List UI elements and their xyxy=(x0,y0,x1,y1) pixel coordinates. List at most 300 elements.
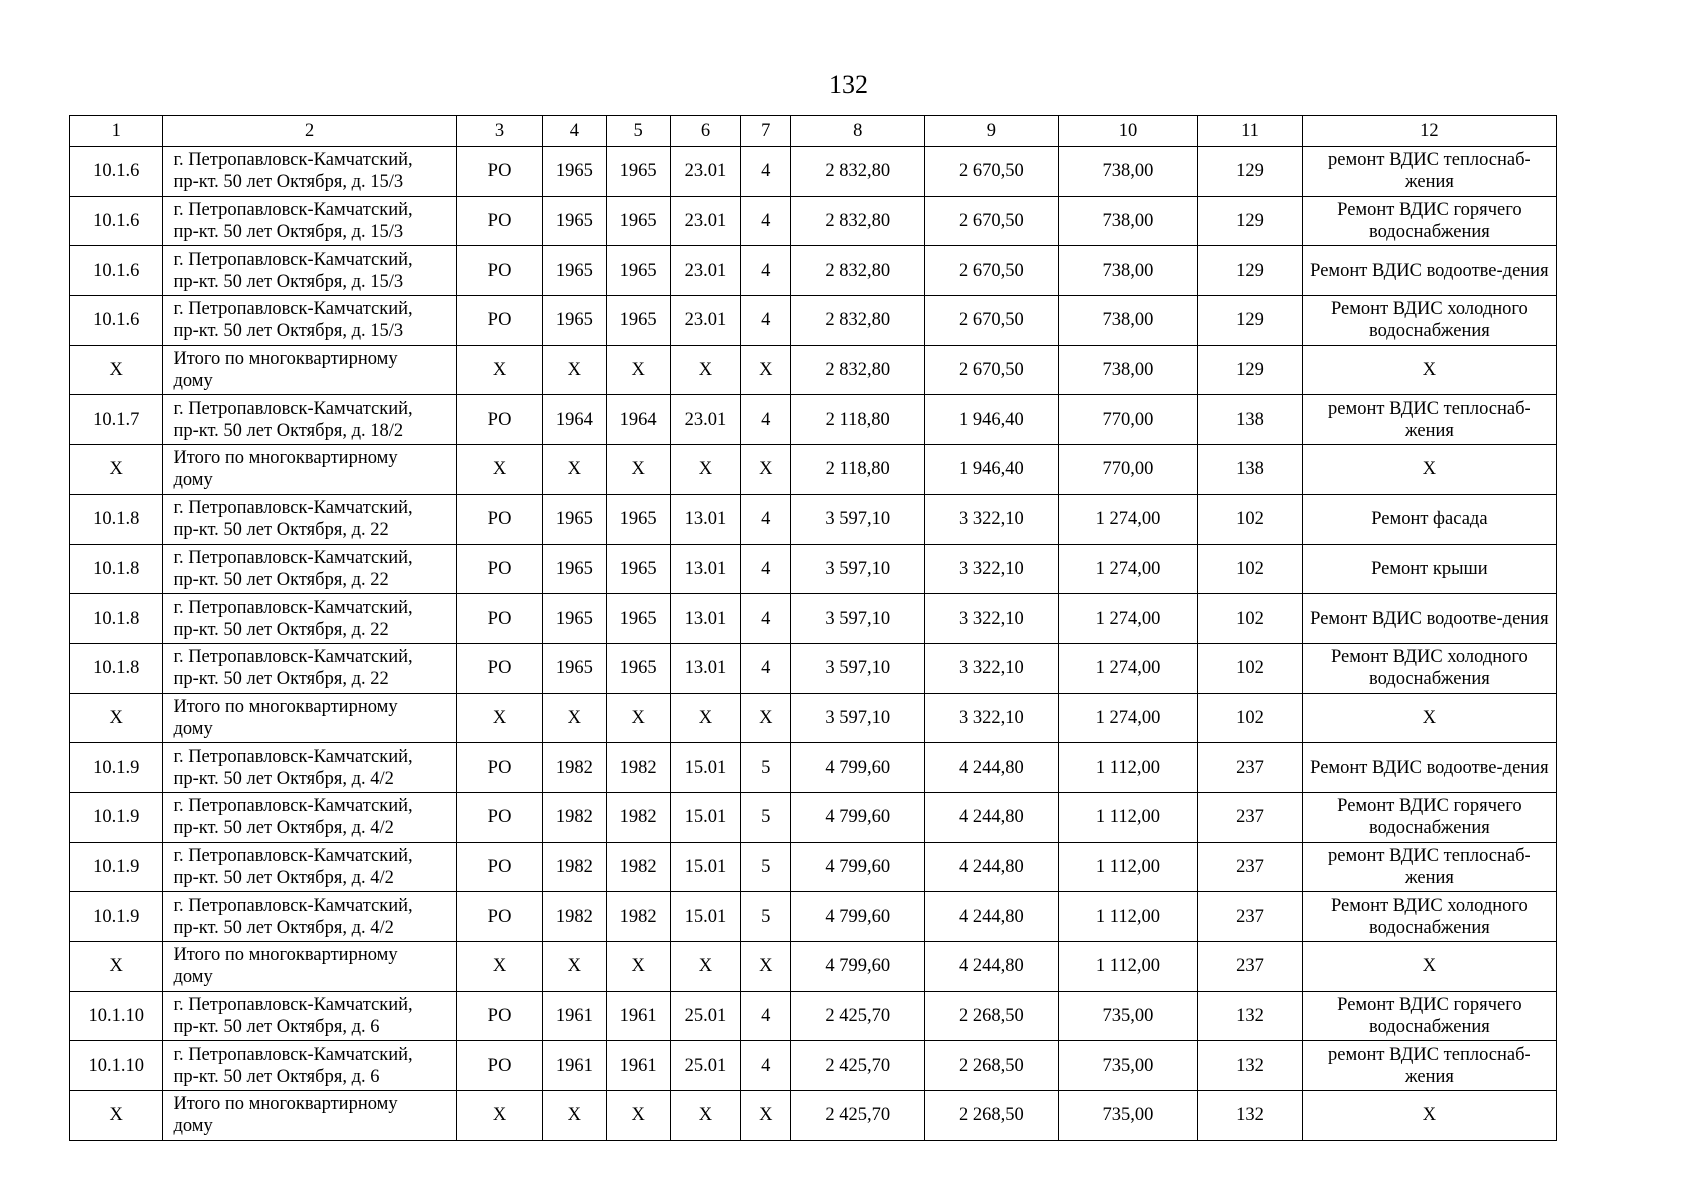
floors-cell: 4 xyxy=(741,544,791,594)
commission-year-cell: 1965 xyxy=(606,643,670,693)
nonresidential-area-cell: 1 112,00 xyxy=(1058,842,1198,892)
nonresidential-area-cell: 1 274,00 xyxy=(1058,594,1198,644)
table-row xyxy=(70,196,1557,246)
address-line-2: пр-кт. 50 лет Октября, д. 6 xyxy=(173,1066,380,1087)
build-year-cell: X xyxy=(543,942,606,992)
residents-cell: 129 xyxy=(1198,296,1302,346)
wall-material-cell: X xyxy=(670,445,740,495)
table-row xyxy=(70,892,1557,942)
work-description-cell: Ремонт ВДИС горячего водоснабжения xyxy=(1302,792,1556,842)
commission-year-cell: X xyxy=(606,1091,670,1141)
item-number-cell: 10.1.9 xyxy=(70,792,163,842)
nonresidential-area-cell: 1 274,00 xyxy=(1058,643,1198,693)
address-line-1: Итого по многоквартирному xyxy=(173,448,398,469)
wall-material-cell: 15.01 xyxy=(670,842,740,892)
table-row xyxy=(70,246,1557,296)
table-row xyxy=(70,1041,1557,1091)
address-cell xyxy=(163,594,456,644)
commission-year-cell: X xyxy=(606,942,670,992)
build-year-cell: 1965 xyxy=(543,296,606,346)
floors-cell: 4 xyxy=(741,196,791,246)
residents-cell: 102 xyxy=(1198,594,1302,644)
commission-year-cell: 1964 xyxy=(606,395,670,445)
floors-cell: 5 xyxy=(741,792,791,842)
address-line-1: Итого по многоквартирному xyxy=(173,349,398,370)
address-line-1: г. Петропавловск-Камчатский, xyxy=(173,200,413,221)
address-cell xyxy=(163,345,456,395)
work-type-cell: РО xyxy=(456,196,542,246)
commission-year-cell: 1965 xyxy=(606,494,670,544)
work-description-cell: ремонт ВДИС теплоснаб-жения xyxy=(1302,842,1556,892)
commission-year-cell: 1965 xyxy=(606,296,670,346)
residential-area-cell: 3 322,10 xyxy=(925,494,1059,544)
table-header xyxy=(70,116,1557,147)
nonresidential-area-cell: 770,00 xyxy=(1058,395,1198,445)
address-line-1: г. Петропавловск-Камчатский, xyxy=(173,746,413,767)
address-line-2: пр-кт. 50 лет Октября, д. 15/3 xyxy=(173,271,404,292)
residential-area-cell: 2 670,50 xyxy=(925,246,1059,296)
floors-cell: 4 xyxy=(741,594,791,644)
wall-material-cell: 23.01 xyxy=(670,395,740,445)
table-row xyxy=(70,147,1557,197)
build-year-cell: X xyxy=(543,345,606,395)
address-line-2: пр-кт. 50 лет Октября, д. 4/2 xyxy=(173,917,394,938)
residential-area-cell: 3 322,10 xyxy=(925,693,1059,743)
total-area-cell: 2 118,80 xyxy=(791,395,925,445)
table-row xyxy=(70,643,1557,693)
build-year-cell: 1961 xyxy=(543,991,606,1041)
column-number-5: 5 xyxy=(606,116,670,147)
address-line-1: Итого по многоквартирному xyxy=(173,945,398,966)
wall-material-cell: 13.01 xyxy=(670,594,740,644)
commission-year-cell: 1965 xyxy=(606,246,670,296)
build-year-cell: 1982 xyxy=(543,842,606,892)
column-number-4: 4 xyxy=(543,116,606,147)
work-description-cell: X xyxy=(1302,345,1556,395)
address-line-2: пр-кт. 50 лет Октября, д. 18/2 xyxy=(173,420,404,441)
total-area-cell: 3 597,10 xyxy=(791,494,925,544)
address-line-1: г. Петропавловск-Камчатский, xyxy=(173,895,413,916)
wall-material-cell: 13.01 xyxy=(670,643,740,693)
nonresidential-area-cell: 1 112,00 xyxy=(1058,743,1198,793)
residents-cell: 237 xyxy=(1198,842,1302,892)
item-number-cell: 10.1.6 xyxy=(70,246,163,296)
residential-area-cell: 2 268,50 xyxy=(925,1041,1059,1091)
total-area-cell: 2 832,80 xyxy=(791,345,925,395)
work-type-cell: РО xyxy=(456,792,542,842)
residents-cell: 237 xyxy=(1198,792,1302,842)
total-area-cell: 2 832,80 xyxy=(791,296,925,346)
header-row xyxy=(70,116,1557,147)
residential-area-cell: 4 244,80 xyxy=(925,942,1059,992)
item-number-cell: X xyxy=(70,345,163,395)
residential-area-cell: 2 670,50 xyxy=(925,196,1059,246)
address-cell xyxy=(163,991,456,1041)
build-year-cell: 1965 xyxy=(543,643,606,693)
work-type-cell: X xyxy=(456,942,542,992)
total-area-cell: 4 799,60 xyxy=(791,842,925,892)
wall-material-cell: 15.01 xyxy=(670,743,740,793)
address-line-1: Итого по многоквартирному xyxy=(173,696,398,717)
nonresidential-area-cell: 738,00 xyxy=(1058,345,1198,395)
residential-area-cell: 2 268,50 xyxy=(925,1091,1059,1141)
address-line-2: пр-кт. 50 лет Октября, д. 22 xyxy=(173,619,389,640)
work-type-cell: РО xyxy=(456,743,542,793)
column-number-1: 1 xyxy=(70,116,163,147)
item-number-cell: 10.1.10 xyxy=(70,991,163,1041)
build-year-cell: 1965 xyxy=(543,494,606,544)
address-line-1: г. Петропавловск-Камчатский, xyxy=(173,796,413,817)
commission-year-cell: 1982 xyxy=(606,842,670,892)
address-cell xyxy=(163,842,456,892)
total-area-cell: 3 597,10 xyxy=(791,693,925,743)
nonresidential-area-cell: 1 112,00 xyxy=(1058,942,1198,992)
address-line-1: г. Петропавловск-Камчатский, xyxy=(173,597,413,618)
floors-cell: X xyxy=(741,445,791,495)
residents-cell: 138 xyxy=(1198,445,1302,495)
nonresidential-area-cell: 738,00 xyxy=(1058,196,1198,246)
wall-material-cell: 23.01 xyxy=(670,246,740,296)
work-description-cell: Ремонт ВДИС водоотве-дения xyxy=(1302,594,1556,644)
address-line-2: пр-кт. 50 лет Октября, д. 6 xyxy=(173,1017,380,1038)
nonresidential-area-cell: 735,00 xyxy=(1058,991,1198,1041)
table-row xyxy=(70,693,1557,743)
work-type-cell: X xyxy=(456,693,542,743)
column-number-10: 10 xyxy=(1058,116,1198,147)
item-number-cell: 10.1.8 xyxy=(70,544,163,594)
work-description-cell: Ремонт ВДИС холодного водоснабжения xyxy=(1302,892,1556,942)
residential-area-cell: 1 946,40 xyxy=(925,445,1059,495)
total-area-cell: 4 799,60 xyxy=(791,792,925,842)
address-cell xyxy=(163,246,456,296)
wall-material-cell: 23.01 xyxy=(670,196,740,246)
table-row xyxy=(70,395,1557,445)
work-description-cell: ремонт ВДИС теплоснаб-жения xyxy=(1302,1041,1556,1091)
build-year-cell: 1965 xyxy=(543,246,606,296)
floors-cell: 5 xyxy=(741,842,791,892)
residents-cell: 129 xyxy=(1198,147,1302,197)
address-line-1: г. Петропавловск-Камчатский, xyxy=(173,299,413,320)
total-area-cell: 2 832,80 xyxy=(791,147,925,197)
build-year-cell: 1965 xyxy=(543,147,606,197)
address-line-2: пр-кт. 50 лет Октября, д. 22 xyxy=(173,669,389,690)
total-area-cell: 2 425,70 xyxy=(791,1091,925,1141)
wall-material-cell: 15.01 xyxy=(670,792,740,842)
item-number-cell: X xyxy=(70,693,163,743)
residents-cell: 132 xyxy=(1198,1091,1302,1141)
residents-cell: 102 xyxy=(1198,693,1302,743)
residents-cell: 129 xyxy=(1198,345,1302,395)
commission-year-cell: 1965 xyxy=(606,594,670,644)
floors-cell: X xyxy=(741,345,791,395)
item-number-cell: 10.1.8 xyxy=(70,494,163,544)
work-type-cell: РО xyxy=(456,643,542,693)
build-year-cell: X xyxy=(543,445,606,495)
total-area-cell: 2 832,80 xyxy=(791,246,925,296)
commission-year-cell: 1982 xyxy=(606,892,670,942)
nonresidential-area-cell: 1 112,00 xyxy=(1058,792,1198,842)
address-line-1: г. Петропавловск-Камчатский, xyxy=(173,547,413,568)
column-number-6: 6 xyxy=(670,116,740,147)
table-row xyxy=(70,296,1557,346)
column-number-7: 7 xyxy=(741,116,791,147)
address-cell xyxy=(163,196,456,246)
nonresidential-area-cell: 738,00 xyxy=(1058,296,1198,346)
commission-year-cell: 1982 xyxy=(606,743,670,793)
item-number-cell: 10.1.7 xyxy=(70,395,163,445)
work-type-cell: X xyxy=(456,445,542,495)
nonresidential-area-cell: 738,00 xyxy=(1058,147,1198,197)
floors-cell: 4 xyxy=(741,246,791,296)
work-type-cell: X xyxy=(456,1091,542,1141)
table-row xyxy=(70,942,1557,992)
column-number-11: 11 xyxy=(1198,116,1302,147)
address-line-1: г. Петропавловск-Камчатский, xyxy=(173,845,413,866)
work-type-cell: РО xyxy=(456,892,542,942)
address-cell xyxy=(163,544,456,594)
floors-cell: X xyxy=(741,693,791,743)
address-cell xyxy=(163,296,456,346)
table-row xyxy=(70,842,1557,892)
commission-year-cell: X xyxy=(606,693,670,743)
residents-cell: 237 xyxy=(1198,743,1302,793)
table-row xyxy=(70,345,1557,395)
residents-cell: 237 xyxy=(1198,892,1302,942)
work-type-cell: РО xyxy=(456,1041,542,1091)
wall-material-cell: X xyxy=(670,1091,740,1141)
address-line-2: пр-кт. 50 лет Октября, д. 15/3 xyxy=(173,321,404,342)
item-number-cell: 10.1.9 xyxy=(70,743,163,793)
residential-area-cell: 4 244,80 xyxy=(925,842,1059,892)
commission-year-cell: X xyxy=(606,345,670,395)
address-cell xyxy=(163,395,456,445)
residents-cell: 132 xyxy=(1198,991,1302,1041)
address-line-2: пр-кт. 50 лет Октября, д. 15/3 xyxy=(173,172,404,193)
address-line-1: г. Петропавловск-Камчатский, xyxy=(173,249,413,270)
address-line-2: пр-кт. 50 лет Октября, д. 4/2 xyxy=(173,818,394,839)
work-description-cell: X xyxy=(1302,693,1556,743)
nonresidential-area-cell: 1 274,00 xyxy=(1058,544,1198,594)
total-area-cell: 2 118,80 xyxy=(791,445,925,495)
residents-cell: 138 xyxy=(1198,395,1302,445)
residents-cell: 129 xyxy=(1198,196,1302,246)
nonresidential-area-cell: 735,00 xyxy=(1058,1041,1198,1091)
wall-material-cell: 13.01 xyxy=(670,494,740,544)
wall-material-cell: 13.01 xyxy=(670,544,740,594)
work-type-cell: РО xyxy=(456,147,542,197)
repair-register-table xyxy=(69,115,1557,1141)
address-line-2: дому xyxy=(173,718,213,739)
work-type-cell: РО xyxy=(456,594,542,644)
work-description-cell: X xyxy=(1302,445,1556,495)
table-row xyxy=(70,743,1557,793)
build-year-cell: 1965 xyxy=(543,594,606,644)
address-cell xyxy=(163,494,456,544)
address-line-1: г. Петропавловск-Камчатский, xyxy=(173,398,413,419)
address-line-1: Итого по многоквартирному xyxy=(173,1094,398,1115)
work-description-cell: Ремонт ВДИС водоотве-дения xyxy=(1302,743,1556,793)
residential-area-cell: 3 322,10 xyxy=(925,544,1059,594)
work-type-cell: РО xyxy=(456,544,542,594)
build-year-cell: 1965 xyxy=(543,544,606,594)
floors-cell: X xyxy=(741,1091,791,1141)
address-line-2: пр-кт. 50 лет Октября, д. 15/3 xyxy=(173,222,404,243)
address-line-1: г. Петропавловск-Камчатский, xyxy=(173,150,413,171)
work-description-cell: Ремонт ВДИС холодного водоснабжения xyxy=(1302,643,1556,693)
address-cell xyxy=(163,743,456,793)
nonresidential-area-cell: 738,00 xyxy=(1058,246,1198,296)
wall-material-cell: 25.01 xyxy=(670,991,740,1041)
work-description-cell: X xyxy=(1302,1091,1556,1141)
item-number-cell: 10.1.9 xyxy=(70,892,163,942)
column-number-9: 9 xyxy=(925,116,1059,147)
wall-material-cell: 15.01 xyxy=(670,892,740,942)
table-row xyxy=(70,594,1557,644)
residential-area-cell: 2 670,50 xyxy=(925,296,1059,346)
column-number-8: 8 xyxy=(791,116,925,147)
total-area-cell: 2 425,70 xyxy=(791,991,925,1041)
item-number-cell: 10.1.8 xyxy=(70,594,163,644)
wall-material-cell: 23.01 xyxy=(670,147,740,197)
item-number-cell: X xyxy=(70,1091,163,1141)
residential-area-cell: 4 244,80 xyxy=(925,743,1059,793)
build-year-cell: X xyxy=(543,1091,606,1141)
build-year-cell: 1961 xyxy=(543,1041,606,1091)
floors-cell: 5 xyxy=(741,892,791,942)
table-row xyxy=(70,494,1557,544)
total-area-cell: 3 597,10 xyxy=(791,544,925,594)
table-row xyxy=(70,991,1557,1041)
address-line-2: дому xyxy=(173,1116,213,1137)
address-line-2: пр-кт. 50 лет Октября, д. 22 xyxy=(173,569,389,590)
item-number-cell: 10.1.8 xyxy=(70,643,163,693)
commission-year-cell: 1961 xyxy=(606,991,670,1041)
wall-material-cell: X xyxy=(670,693,740,743)
work-type-cell: X xyxy=(456,345,542,395)
address-line-2: пр-кт. 50 лет Октября, д. 4/2 xyxy=(173,768,394,789)
residential-area-cell: 1 946,40 xyxy=(925,395,1059,445)
work-type-cell: РО xyxy=(456,842,542,892)
address-cell xyxy=(163,1041,456,1091)
floors-cell: 4 xyxy=(741,643,791,693)
wall-material-cell: X xyxy=(670,345,740,395)
commission-year-cell: 1965 xyxy=(606,196,670,246)
address-cell xyxy=(163,693,456,743)
work-description-cell: Ремонт фасада xyxy=(1302,494,1556,544)
floors-cell: 4 xyxy=(741,147,791,197)
item-number-cell: 10.1.6 xyxy=(70,147,163,197)
total-area-cell: 4 799,60 xyxy=(791,743,925,793)
work-description-cell: Ремонт ВДИС водоотве-дения xyxy=(1302,246,1556,296)
address-line-2: дому xyxy=(173,967,213,988)
nonresidential-area-cell: 735,00 xyxy=(1058,1091,1198,1141)
floors-cell: 4 xyxy=(741,1041,791,1091)
commission-year-cell: 1965 xyxy=(606,147,670,197)
nonresidential-area-cell: 1 112,00 xyxy=(1058,892,1198,942)
commission-year-cell: 1982 xyxy=(606,792,670,842)
address-cell xyxy=(163,942,456,992)
residents-cell: 102 xyxy=(1198,494,1302,544)
address-line-2: пр-кт. 50 лет Октября, д. 22 xyxy=(173,520,389,541)
commission-year-cell: 1965 xyxy=(606,544,670,594)
residents-cell: 132 xyxy=(1198,1041,1302,1091)
work-description-cell: ремонт ВДИС теплоснаб-жения xyxy=(1302,147,1556,197)
total-area-cell: 4 799,60 xyxy=(791,942,925,992)
total-area-cell: 2 425,70 xyxy=(791,1041,925,1091)
work-type-cell: РО xyxy=(456,246,542,296)
build-year-cell: 1982 xyxy=(543,892,606,942)
work-type-cell: РО xyxy=(456,494,542,544)
page-number: 132 xyxy=(829,70,868,99)
residents-cell: 129 xyxy=(1198,246,1302,296)
work-type-cell: РО xyxy=(456,395,542,445)
address-cell xyxy=(163,643,456,693)
build-year-cell: X xyxy=(543,693,606,743)
residential-area-cell: 2 670,50 xyxy=(925,345,1059,395)
address-line-1: г. Петропавловск-Камчатский, xyxy=(173,647,413,668)
build-year-cell: 1964 xyxy=(543,395,606,445)
residential-area-cell: 4 244,80 xyxy=(925,892,1059,942)
residential-area-cell: 2 670,50 xyxy=(925,147,1059,197)
nonresidential-area-cell: 1 274,00 xyxy=(1058,693,1198,743)
commission-year-cell: 1961 xyxy=(606,1041,670,1091)
wall-material-cell: X xyxy=(670,942,740,992)
residents-cell: 102 xyxy=(1198,643,1302,693)
floors-cell: 4 xyxy=(741,494,791,544)
work-description-cell: Ремонт ВДИС горячего водоснабжения xyxy=(1302,196,1556,246)
residents-cell: 237 xyxy=(1198,942,1302,992)
address-cell xyxy=(163,147,456,197)
item-number-cell: X xyxy=(70,942,163,992)
address-cell xyxy=(163,445,456,495)
address-line-2: пр-кт. 50 лет Октября, д. 4/2 xyxy=(173,867,394,888)
address-cell xyxy=(163,1091,456,1141)
table-row xyxy=(70,445,1557,495)
nonresidential-area-cell: 770,00 xyxy=(1058,445,1198,495)
floors-cell: X xyxy=(741,942,791,992)
address-line-2: дому xyxy=(173,470,213,491)
wall-material-cell: 23.01 xyxy=(670,296,740,346)
floors-cell: 4 xyxy=(741,991,791,1041)
item-number-cell: 10.1.9 xyxy=(70,842,163,892)
build-year-cell: 1965 xyxy=(543,196,606,246)
build-year-cell: 1982 xyxy=(543,743,606,793)
residential-area-cell: 3 322,10 xyxy=(925,643,1059,693)
address-line-1: г. Петропавловск-Камчатский, xyxy=(173,1044,413,1065)
item-number-cell: 10.1.10 xyxy=(70,1041,163,1091)
total-area-cell: 2 832,80 xyxy=(791,196,925,246)
address-line-2: дому xyxy=(173,371,213,392)
column-number-12: 12 xyxy=(1302,116,1556,147)
table-body xyxy=(70,147,1557,1141)
work-description-cell: Ремонт ВДИС горячего водоснабжения xyxy=(1302,991,1556,1041)
address-cell xyxy=(163,892,456,942)
total-area-cell: 4 799,60 xyxy=(791,892,925,942)
column-number-2: 2 xyxy=(163,116,456,147)
work-type-cell: РО xyxy=(456,296,542,346)
residential-area-cell: 2 268,50 xyxy=(925,991,1059,1041)
item-number-cell: 10.1.6 xyxy=(70,196,163,246)
work-description-cell: Ремонт крыши xyxy=(1302,544,1556,594)
build-year-cell: 1982 xyxy=(543,792,606,842)
work-description-cell: X xyxy=(1302,942,1556,992)
floors-cell: 4 xyxy=(741,296,791,346)
table-row xyxy=(70,544,1557,594)
work-description-cell: ремонт ВДИС теплоснаб-жения xyxy=(1302,395,1556,445)
work-type-cell: РО xyxy=(456,991,542,1041)
total-area-cell: 3 597,10 xyxy=(791,594,925,644)
floors-cell: 4 xyxy=(741,395,791,445)
